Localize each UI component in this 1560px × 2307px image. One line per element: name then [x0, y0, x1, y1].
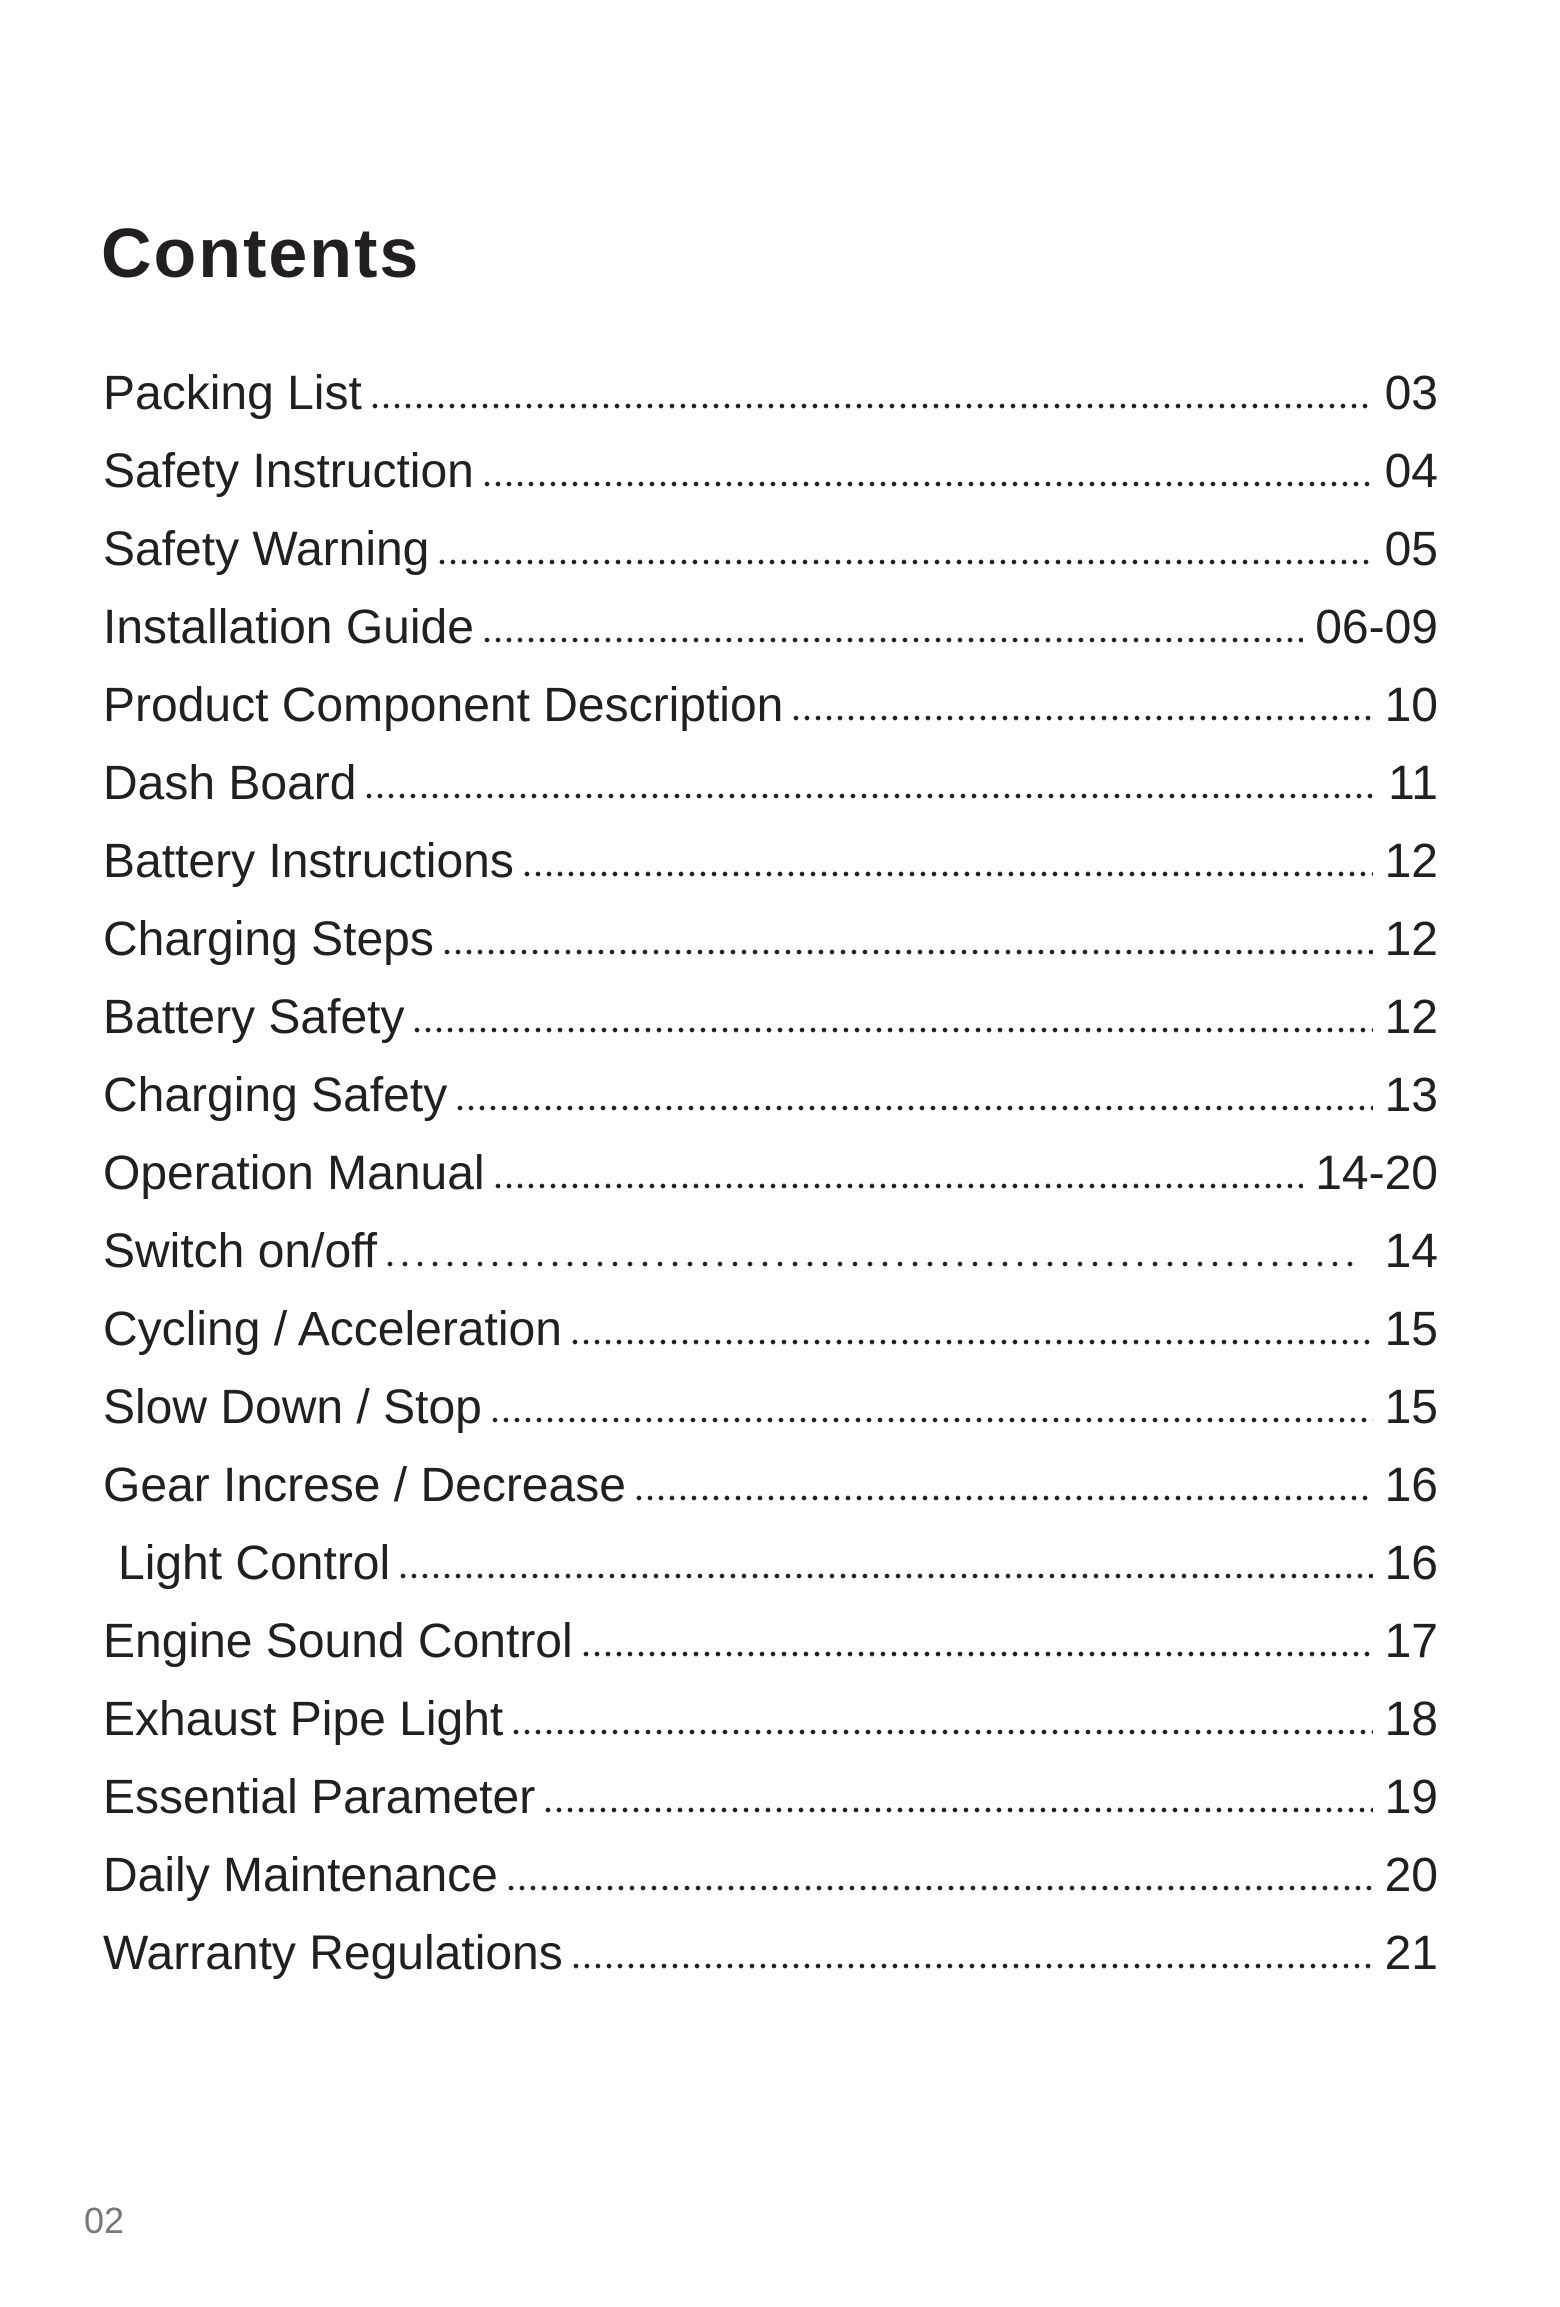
toc-entry-label: Battery Instructions: [103, 835, 514, 888]
toc-entry-page: 12: [1384, 913, 1438, 966]
dot-leader: [387, 1261, 1359, 1267]
toc-entry-label: Essential Parameter: [103, 1771, 536, 1824]
toc-entry-page: 12: [1384, 991, 1438, 1044]
toc-entry-page: 18: [1384, 1693, 1438, 1746]
toc-entry-page: 21: [1384, 1927, 1438, 1980]
table-of-contents: [103, 355, 1438, 1993]
toc-entry-label: Dash Board: [103, 757, 357, 810]
toc-entry: [103, 1291, 1438, 1369]
toc-entry-page: 05: [1384, 523, 1438, 576]
dot-leader: [400, 1573, 1372, 1579]
toc-entry-page: 15: [1384, 1381, 1438, 1434]
toc-entry: [103, 433, 1438, 511]
toc-entry: [103, 1603, 1438, 1681]
toc-entry-page: 14: [1384, 1225, 1438, 1278]
toc-entry-page: 03: [1384, 367, 1438, 420]
dot-leader: [545, 1807, 1372, 1813]
toc-entry-page: 15: [1384, 1303, 1438, 1356]
toc-entry-page: 04: [1384, 445, 1438, 498]
dot-leader: [484, 481, 1373, 487]
toc-entry-label: Gear Increse / Decrease: [103, 1459, 626, 1512]
toc-entry-page: 19: [1384, 1771, 1438, 1824]
dot-leader: [484, 637, 1303, 643]
toc-entry-page: 10: [1384, 679, 1438, 732]
dot-leader: [583, 1651, 1373, 1657]
toc-entry-label: Battery Safety: [103, 991, 405, 1044]
toc-entry-label: Charging Steps: [103, 913, 434, 966]
dot-leader: [366, 793, 1376, 799]
toc-entry-page: 06-09: [1315, 601, 1438, 654]
dot-leader: [439, 559, 1372, 565]
toc-entry: [103, 1681, 1438, 1759]
toc-entry-label: Warranty Regulations: [103, 1927, 563, 1980]
dot-leader: [636, 1495, 1373, 1501]
toc-entry-label: Switch on/off: [103, 1225, 377, 1278]
page-title: Contents: [101, 214, 421, 292]
toc-entry-page: 14-20: [1315, 1147, 1438, 1200]
toc-entry: [103, 1447, 1438, 1525]
toc-entry-label: Installation Guide: [103, 601, 474, 654]
toc-entry: [103, 979, 1438, 1057]
toc-entry-page: 17: [1384, 1615, 1438, 1668]
dot-leader: [524, 871, 1373, 877]
toc-entry: [103, 1135, 1438, 1213]
toc-entry-label: Safety Instruction: [103, 445, 474, 498]
toc-entry-page: 11: [1388, 757, 1438, 810]
toc-entry-label: Slow Down / Stop: [103, 1381, 482, 1434]
toc-entry-page: 12: [1384, 835, 1438, 888]
toc-entry-label: Cycling / Acceleration: [103, 1303, 562, 1356]
toc-entry: [103, 1837, 1438, 1915]
toc-entry: [103, 745, 1438, 823]
toc-entry: [103, 1213, 1438, 1291]
toc-entry-label: Packing List: [103, 367, 362, 420]
toc-entry: [103, 1525, 1438, 1603]
toc-entry: [103, 823, 1438, 901]
toc-entry-label: Light Control: [118, 1537, 391, 1590]
page-number-footer: 02: [84, 2200, 125, 2241]
dot-leader: [457, 1105, 1372, 1111]
toc-entry-label: Safety Warning: [103, 523, 430, 576]
toc-entry-label: Operation Manual: [103, 1147, 485, 1200]
dot-leader: [573, 1963, 1373, 1969]
dot-leader: [508, 1885, 1373, 1891]
toc-entry: [103, 355, 1438, 433]
toc-entry-page: 13: [1384, 1069, 1438, 1122]
toc-entry-page: 20: [1384, 1849, 1438, 1902]
dot-leader: [372, 403, 1373, 409]
toc-entry-label: Engine Sound Control: [103, 1615, 573, 1668]
dot-leader: [492, 1417, 1373, 1423]
toc-entry-page: 16: [1384, 1459, 1438, 1512]
dot-leader: [793, 715, 1372, 721]
toc-entry-label: Exhaust Pipe Light: [103, 1693, 504, 1746]
toc-entry: [103, 901, 1438, 979]
dot-leader: [444, 949, 1373, 955]
toc-entry-label: Daily Maintenance: [103, 1849, 498, 1902]
dot-leader: [513, 1729, 1372, 1735]
toc-entry: [103, 1369, 1438, 1447]
toc-entry-page: 16: [1384, 1537, 1438, 1590]
toc-entry: [103, 589, 1438, 667]
toc-entry: [103, 1759, 1438, 1837]
dot-leader: [495, 1183, 1304, 1189]
dot-leader: [572, 1339, 1373, 1345]
toc-entry: [103, 511, 1438, 589]
toc-entry: [103, 1057, 1438, 1135]
toc-entry-label: Product Component Description: [103, 679, 784, 732]
toc-entry-label: Charging Safety: [103, 1069, 448, 1122]
toc-entry: [103, 1915, 1438, 1993]
dot-leader: [414, 1027, 1372, 1033]
toc-entry: [103, 667, 1438, 745]
